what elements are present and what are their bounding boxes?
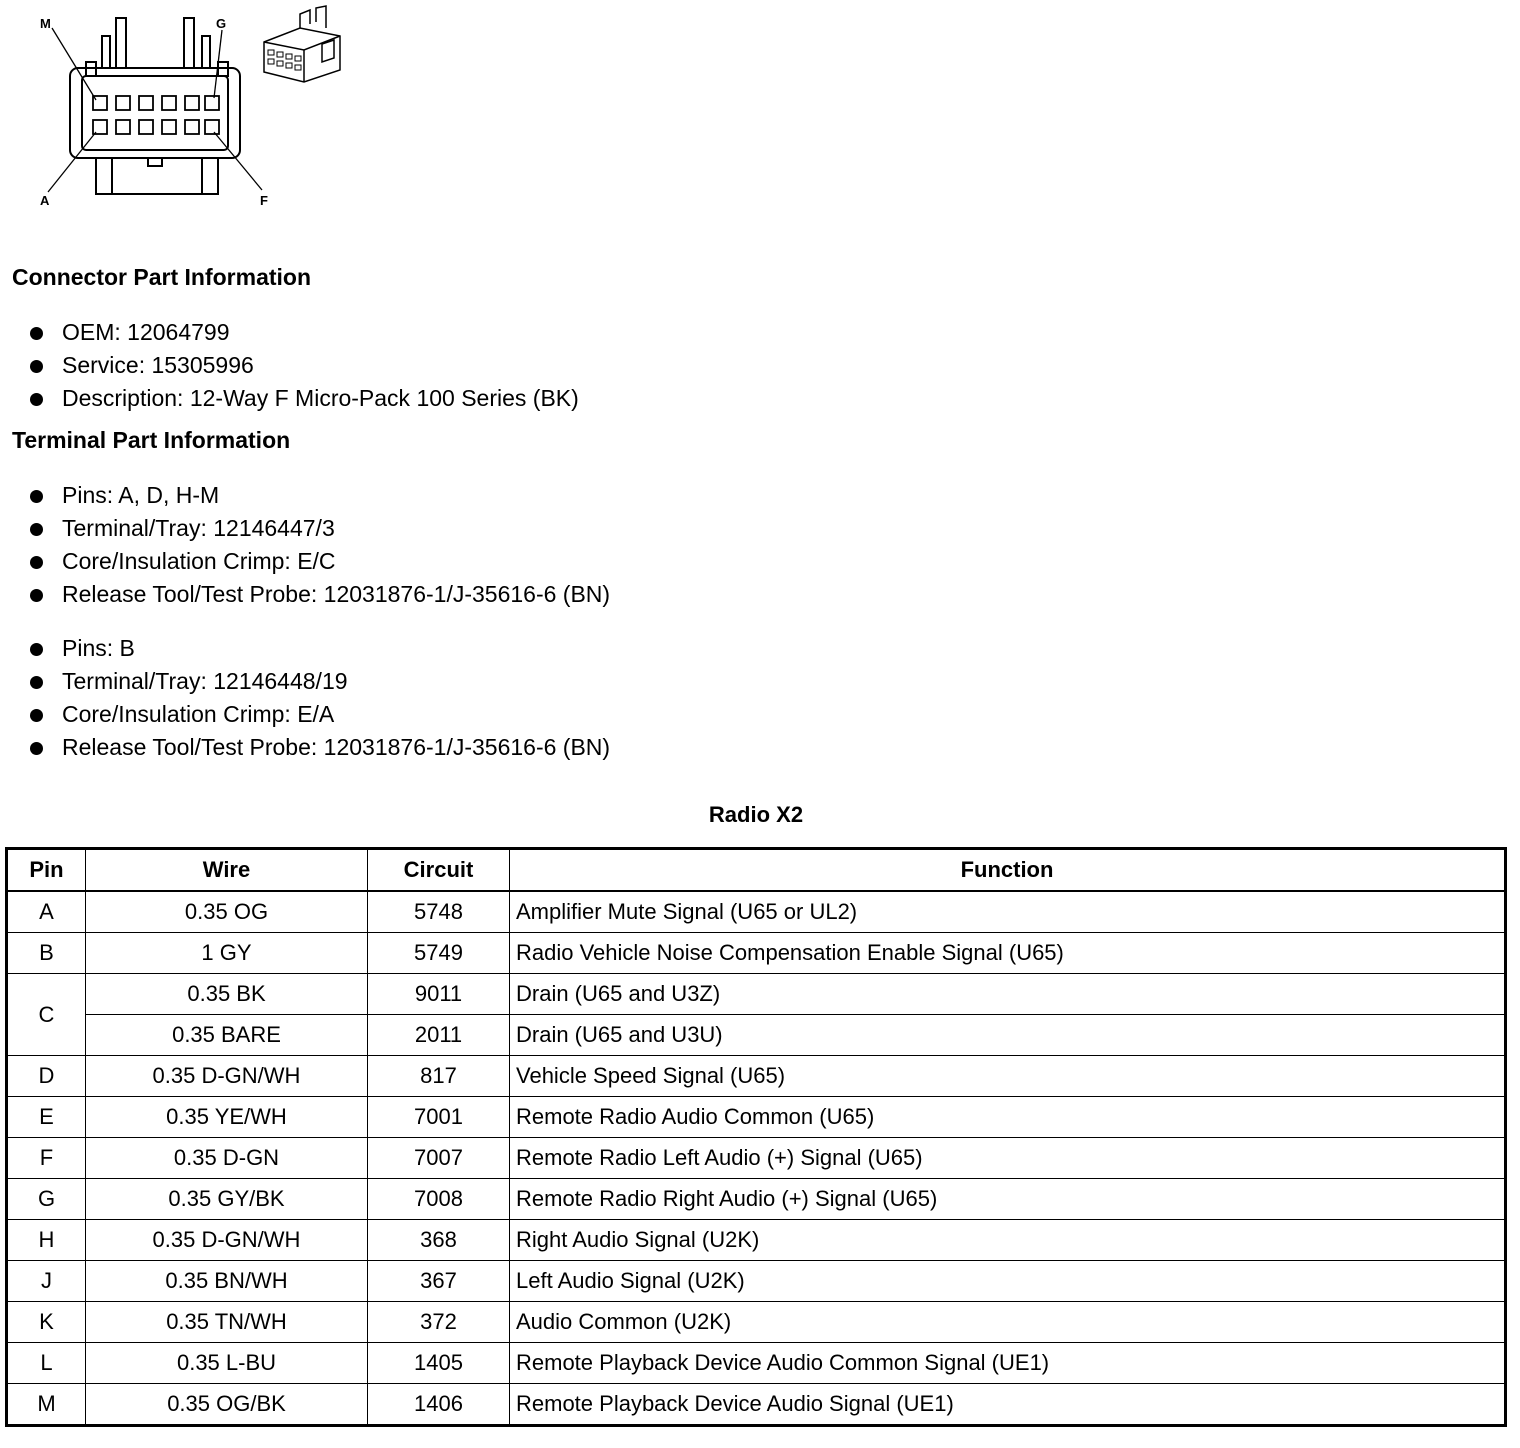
- cell-pin: E: [7, 1097, 86, 1138]
- cell-function: Remote Playback Device Audio Signal (UE1): [510, 1384, 1506, 1426]
- cell-circuit: 817: [368, 1056, 510, 1097]
- cell-wire: 0.35 GY/BK: [86, 1179, 368, 1220]
- label-f: F: [260, 193, 268, 208]
- list-item: Pins: B: [28, 632, 610, 665]
- connector-part-title: Connector Part Information: [12, 264, 312, 290]
- cell-function: Left Audio Signal (U2K): [510, 1261, 1506, 1302]
- cell-circuit: 5748: [368, 891, 510, 933]
- cell-wire: 0.35 TN/WH: [86, 1302, 368, 1343]
- cell-circuit: 372: [368, 1302, 510, 1343]
- header-wire: Wire: [86, 849, 368, 892]
- cell-circuit: 9011: [368, 974, 510, 1015]
- cell-function: Drain (U65 and U3U): [510, 1015, 1506, 1056]
- table-row: [7, 1384, 1506, 1426]
- list-item: Core/Insulation Crimp: E/C: [28, 545, 610, 578]
- cell-wire: 0.35 D-GN/WH: [86, 1220, 368, 1261]
- cell-pin: D: [7, 1056, 86, 1097]
- table-row: [7, 1261, 1506, 1302]
- cell-pin: H: [7, 1220, 86, 1261]
- connector-diagram: [0, 0, 400, 230]
- header-circuit: Circuit: [368, 849, 510, 892]
- cell-pin: A: [7, 891, 86, 933]
- cell-wire: 0.35 D-GN: [86, 1138, 368, 1179]
- cell-circuit: 7007: [368, 1138, 510, 1179]
- connector-body: [70, 68, 240, 158]
- cell-pin: B: [7, 933, 86, 974]
- cell-wire: 0.35 BN/WH: [86, 1261, 368, 1302]
- cell-wire: 0.35 YE/WH: [86, 1097, 368, 1138]
- cell-function: Remote Radio Right Audio (+) Signal (U65): [510, 1179, 1506, 1220]
- cell-circuit: 7008: [368, 1179, 510, 1220]
- cell-circuit: 1405: [368, 1343, 510, 1384]
- connector-part-list: [28, 316, 579, 415]
- label-a: A: [40, 193, 50, 208]
- list-item: OEM: 12064799: [28, 316, 579, 349]
- list-item: Terminal/Tray: 12146447/3: [28, 512, 610, 545]
- cell-pin: F: [7, 1138, 86, 1179]
- cavity-row-bottom: [93, 120, 219, 134]
- cell-wire: 0.35 L-BU: [86, 1343, 368, 1384]
- cell-wire: 0.35 BARE: [86, 1015, 368, 1056]
- cell-pin: M: [7, 1384, 86, 1426]
- cell-wire: 1 GY: [86, 933, 368, 974]
- list-item: Release Tool/Test Probe: 12031876-1/J-35616-6 (BN): [28, 578, 610, 611]
- cell-pin: G: [7, 1179, 86, 1220]
- table-row: [7, 1138, 1506, 1179]
- list-item: Terminal/Tray: 12146448/19: [28, 665, 610, 698]
- cell-pin: K: [7, 1302, 86, 1343]
- label-m: M: [40, 16, 51, 31]
- cell-wire: 0.35 BK: [86, 974, 368, 1015]
- terminal-part-list-2: [28, 632, 610, 764]
- cell-function: Vehicle Speed Signal (U65): [510, 1056, 1506, 1097]
- header-pin: Pin: [7, 849, 86, 892]
- cell-function: Radio Vehicle Noise Compensation Enable Signal (U65): [510, 933, 1506, 974]
- cell-function: Remote Playback Device Audio Common Signal (UE1): [510, 1343, 1506, 1384]
- terminal-part-title: Terminal Part Information: [12, 427, 291, 453]
- table-row: [7, 1343, 1506, 1384]
- table-row: [7, 1179, 1506, 1220]
- table-row: [7, 891, 1506, 933]
- cell-function: Remote Radio Left Audio (+) Signal (U65): [510, 1138, 1506, 1179]
- list-item: Core/Insulation Crimp: E/A: [28, 698, 610, 731]
- cell-function: Audio Common (U2K): [510, 1302, 1506, 1343]
- terminal-part-list-1: [28, 479, 610, 611]
- list-item: Service: 15305996: [28, 349, 579, 382]
- cell-circuit: 7001: [368, 1097, 510, 1138]
- table-row: [7, 933, 1506, 974]
- cell-circuit: 2011: [368, 1015, 510, 1056]
- cell-circuit: 368: [368, 1220, 510, 1261]
- table-row: [7, 1056, 1506, 1097]
- table-header-row: [7, 849, 1506, 892]
- table-row: [7, 1220, 1506, 1261]
- table-row: [7, 1302, 1506, 1343]
- cell-pin: J: [7, 1261, 86, 1302]
- cell-circuit: 1406: [368, 1384, 510, 1426]
- cell-function: Remote Radio Audio Common (U65): [510, 1097, 1506, 1138]
- cell-wire: 0.35 OG: [86, 891, 368, 933]
- table-row: [7, 974, 1506, 1015]
- cell-wire: 0.35 OG/BK: [86, 1384, 368, 1426]
- table-row: [7, 1097, 1506, 1138]
- list-item: Description: 12-Way F Micro-Pack 100 Series (BK): [28, 382, 579, 415]
- connector-iso-view: [264, 6, 340, 82]
- cell-function: Drain (U65 and U3Z): [510, 974, 1506, 1015]
- table-title: Radio X2: [708, 802, 804, 827]
- header-function: Function: [510, 849, 1506, 892]
- cell-pin: L: [7, 1343, 86, 1384]
- list-item: Pins: A, D, H-M: [28, 479, 610, 512]
- cell-wire: 0.35 D-GN/WH: [86, 1056, 368, 1097]
- table-row: [7, 1015, 1506, 1056]
- cell-circuit: 367: [368, 1261, 510, 1302]
- cell-function: Amplifier Mute Signal (U65 or UL2): [510, 891, 1506, 933]
- cell-pin: C: [7, 974, 86, 1056]
- cell-function: Right Audio Signal (U2K): [510, 1220, 1506, 1261]
- pin-table: [5, 847, 1507, 1427]
- label-g: G: [216, 16, 227, 31]
- list-item: Release Tool/Test Probe: 12031876-1/J-35616-6 (BN): [28, 731, 610, 764]
- cavity-row-top: [93, 96, 219, 110]
- cell-circuit: 5749: [368, 933, 510, 974]
